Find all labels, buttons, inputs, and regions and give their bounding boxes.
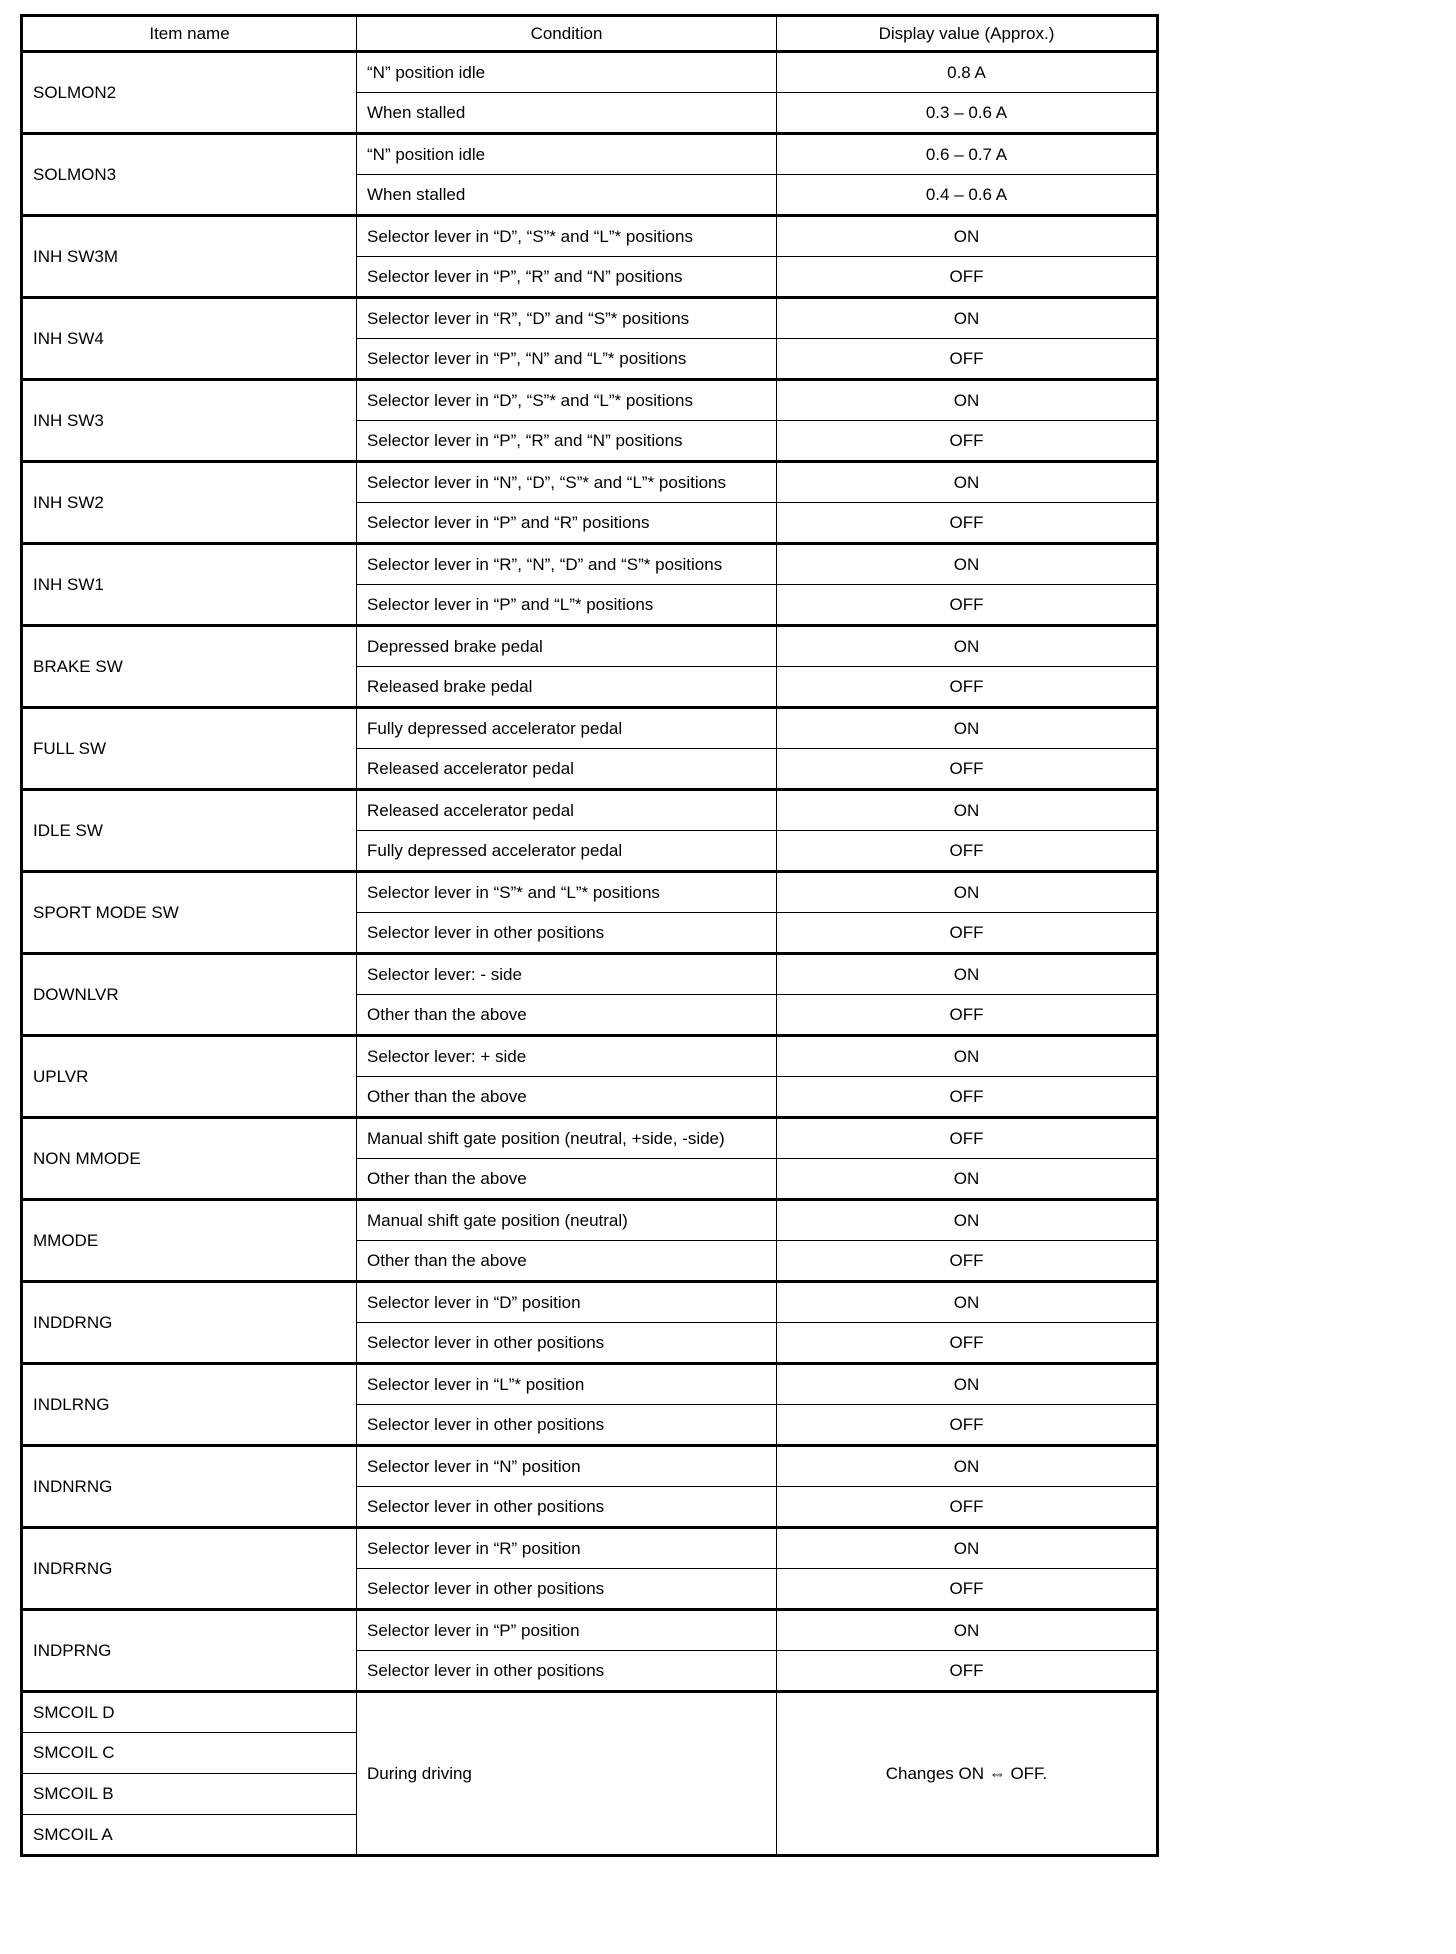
display-value-cell: ON <box>777 708 1158 749</box>
display-value-cell: OFF <box>777 1118 1158 1159</box>
column-header-display-value: Display value (Approx.) <box>777 16 1158 52</box>
item-name-cell: IDLE SW <box>22 790 357 872</box>
display-value-cell: OFF <box>777 1569 1158 1610</box>
item-name-cell: INH SW3M <box>22 216 357 298</box>
item-name-cell: SMCOIL C <box>22 1733 357 1774</box>
display-value-cell: ON <box>777 954 1158 995</box>
condition-cell: When stalled <box>357 93 777 134</box>
display-value-cell: ON <box>777 1528 1158 1569</box>
condition-cell: Manual shift gate position (neutral) <box>357 1200 777 1241</box>
table-header <box>22 16 1158 52</box>
item-name-cell: NON MMODE <box>22 1118 357 1200</box>
condition-cell: Selector lever in “N” position <box>357 1446 777 1487</box>
table-row <box>22 544 1158 585</box>
condition-cell: Selector lever in “D” position <box>357 1282 777 1323</box>
display-value-cell: 0.8 A <box>777 52 1158 93</box>
condition-cell: Released brake pedal <box>357 667 777 708</box>
display-value-cell: ON <box>777 1036 1158 1077</box>
condition-cell: Fully depressed accelerator pedal <box>357 708 777 749</box>
display-value-cell: OFF <box>777 1651 1158 1692</box>
display-value-cell: ON <box>777 1159 1158 1200</box>
condition-cell: Depressed brake pedal <box>357 626 777 667</box>
table-row <box>22 1692 1158 1733</box>
table-row <box>22 1610 1158 1651</box>
display-value-cell: OFF <box>777 995 1158 1036</box>
display-value-cell: ON <box>777 790 1158 831</box>
table-row <box>22 1118 1158 1159</box>
condition-cell: Selector lever in “D”, “S”* and “L”* positions <box>357 380 777 421</box>
display-value-cell: 0.6 – 0.7 A <box>777 134 1158 175</box>
item-name-cell: SMCOIL B <box>22 1774 357 1815</box>
condition-cell: Selector lever in other positions <box>357 1323 777 1364</box>
condition-cell: Released accelerator pedal <box>357 749 777 790</box>
item-name-cell: INH SW4 <box>22 298 357 380</box>
table-row <box>22 1036 1158 1077</box>
condition-cell: Selector lever in “R”, “D” and “S”* positions <box>357 298 777 339</box>
condition-cell: Selector lever in “N”, “D”, “S”* and “L”* positions <box>357 462 777 503</box>
item-name-cell: INDDRNG <box>22 1282 357 1364</box>
display-value-cell: OFF <box>777 421 1158 462</box>
diagnostics-table-body <box>22 52 1158 1856</box>
condition-cell: Selector lever in other positions <box>357 1569 777 1610</box>
condition-cell: “N” position idle <box>357 52 777 93</box>
condition-cell: Selector lever in “D”, “S”* and “L”* positions <box>357 216 777 257</box>
display-value-cell: ON <box>777 544 1158 585</box>
display-value-cell: OFF <box>777 667 1158 708</box>
condition-cell: When stalled <box>357 175 777 216</box>
display-value-cell: ON <box>777 626 1158 667</box>
item-name-cell: BRAKE SW <box>22 626 357 708</box>
condition-cell: Selector lever in “P”, “R” and “N” positions <box>357 421 777 462</box>
condition-cell: Other than the above <box>357 995 777 1036</box>
condition-cell: Selector lever: - side <box>357 954 777 995</box>
condition-cell: Other than the above <box>357 1077 777 1118</box>
condition-cell: Selector lever: + side <box>357 1036 777 1077</box>
condition-cell: Other than the above <box>357 1241 777 1282</box>
item-name-cell: INH SW1 <box>22 544 357 626</box>
display-value-cell: OFF <box>777 503 1158 544</box>
display-value-cell: ON <box>777 380 1158 421</box>
table-row <box>22 52 1158 93</box>
item-name-cell: INDRRNG <box>22 1528 357 1610</box>
item-name-cell: INDLRNG <box>22 1364 357 1446</box>
condition-cell: Selector lever in other positions <box>357 1405 777 1446</box>
condition-cell: Selector lever in “P” position <box>357 1610 777 1651</box>
item-name-cell: SPORT MODE SW <box>22 872 357 954</box>
table-row <box>22 134 1158 175</box>
display-value-cell: ON <box>777 216 1158 257</box>
condition-cell: Fully depressed accelerator pedal <box>357 831 777 872</box>
item-name-cell: SMCOIL A <box>22 1815 357 1856</box>
display-value-cell: ON <box>777 1446 1158 1487</box>
display-value-cell: OFF <box>777 749 1158 790</box>
display-value-cell: OFF <box>777 913 1158 954</box>
item-name-cell: SOLMON3 <box>22 134 357 216</box>
table-row <box>22 298 1158 339</box>
table-row <box>22 1446 1158 1487</box>
item-name-cell: FULL SW <box>22 708 357 790</box>
table-row <box>22 1364 1158 1405</box>
display-value-cell: ON <box>777 462 1158 503</box>
header-row <box>22 16 1158 52</box>
display-value-cell: OFF <box>777 1487 1158 1528</box>
item-name-cell: INH SW2 <box>22 462 357 544</box>
item-name-cell: SMCOIL D <box>22 1692 357 1733</box>
table-row <box>22 1528 1158 1569</box>
display-value-cell: OFF <box>777 1077 1158 1118</box>
table-row <box>22 790 1158 831</box>
display-value-cell: ON <box>777 1200 1158 1241</box>
display-value-cell: OFF <box>777 1323 1158 1364</box>
display-value-cell: ON <box>777 298 1158 339</box>
display-value-cell: 0.4 – 0.6 A <box>777 175 1158 216</box>
condition-cell: Selector lever in “P” and “R” positions <box>357 503 777 544</box>
display-value-cell: 0.3 – 0.6 A <box>777 93 1158 134</box>
condition-cell: Manual shift gate position (neutral, +side, -side) <box>357 1118 777 1159</box>
condition-cell: Selector lever in other positions <box>357 1487 777 1528</box>
item-name-cell: MMODE <box>22 1200 357 1282</box>
item-name-cell: INDPRNG <box>22 1610 357 1692</box>
display-value-cell: ON <box>777 1364 1158 1405</box>
item-name-cell: INH SW3 <box>22 380 357 462</box>
condition-cell: “N” position idle <box>357 134 777 175</box>
diagnostics-table <box>20 14 1159 1857</box>
condition-cell: Selector lever in “P”, “R” and “N” positions <box>357 257 777 298</box>
item-name-cell: UPLVR <box>22 1036 357 1118</box>
condition-cell: Selector lever in “P” and “L”* positions <box>357 585 777 626</box>
table-row <box>22 1200 1158 1241</box>
item-name-cell: DOWNLVR <box>22 954 357 1036</box>
display-value-cell: OFF <box>777 585 1158 626</box>
display-value-cell: OFF <box>777 1405 1158 1446</box>
display-value-cell: OFF <box>777 257 1158 298</box>
condition-cell: Selector lever in other positions <box>357 913 777 954</box>
condition-cell: Selector lever in “R”, “N”, “D” and “S”* positions <box>357 544 777 585</box>
condition-cell: Selector lever in “R” position <box>357 1528 777 1569</box>
display-value-cell: ON <box>777 872 1158 913</box>
condition-cell: Released accelerator pedal <box>357 790 777 831</box>
table-row <box>22 462 1158 503</box>
display-value-cell: Changes ON ⇔ OFF. <box>777 1692 1158 1856</box>
condition-cell: Selector lever in other positions <box>357 1651 777 1692</box>
table-row <box>22 872 1158 913</box>
column-header-item-name: Item name <box>22 16 357 52</box>
table-row <box>22 1282 1158 1323</box>
display-value-cell: ON <box>777 1610 1158 1651</box>
table-row <box>22 216 1158 257</box>
table-row <box>22 380 1158 421</box>
display-value-cell: OFF <box>777 1241 1158 1282</box>
condition-cell: Selector lever in “L”* position <box>357 1364 777 1405</box>
condition-cell: During driving <box>357 1692 777 1856</box>
condition-cell: Other than the above <box>357 1159 777 1200</box>
table-row <box>22 954 1158 995</box>
condition-cell: Selector lever in “P”, “N” and “L”* positions <box>357 339 777 380</box>
display-value-cell: OFF <box>777 831 1158 872</box>
column-header-condition: Condition <box>357 16 777 52</box>
display-value-cell: OFF <box>777 339 1158 380</box>
table-row <box>22 708 1158 749</box>
item-name-cell: SOLMON2 <box>22 52 357 134</box>
item-name-cell: INDNRNG <box>22 1446 357 1528</box>
table-row <box>22 626 1158 667</box>
display-value-cell: ON <box>777 1282 1158 1323</box>
condition-cell: Selector lever in “S”* and “L”* positions <box>357 872 777 913</box>
